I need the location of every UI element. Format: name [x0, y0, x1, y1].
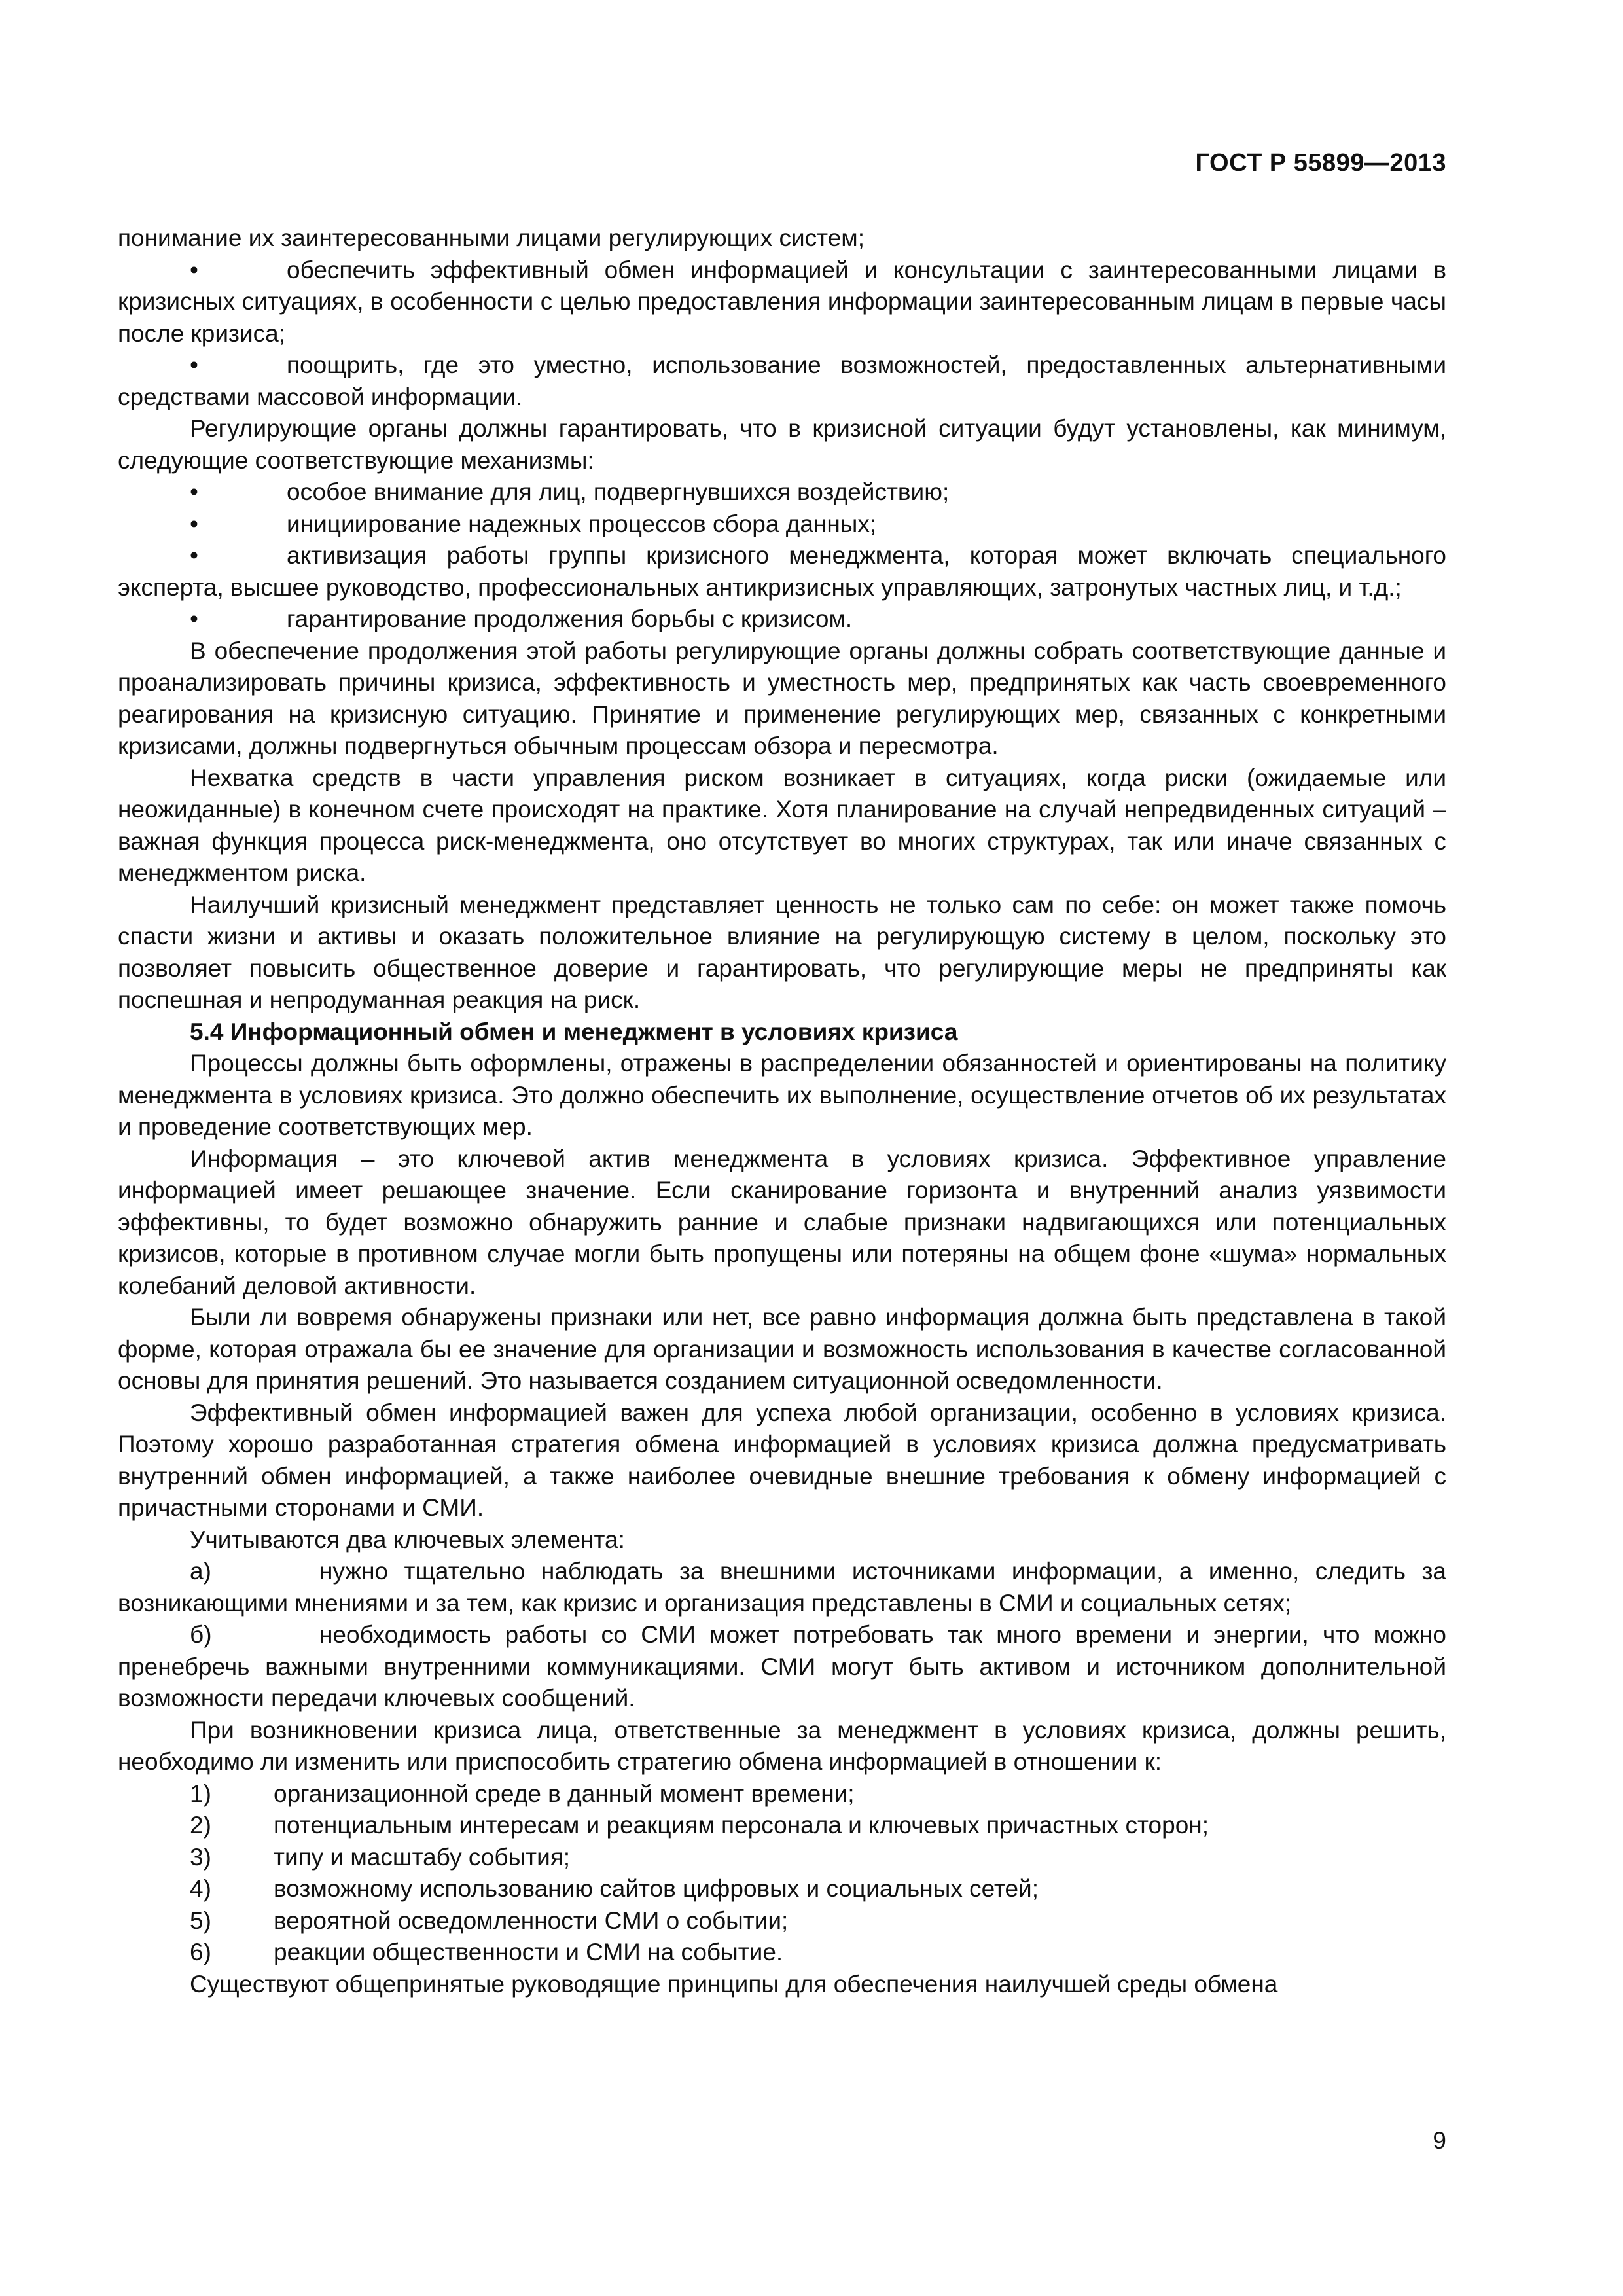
list-item-text: нужно тщательно наблюдать за внешними источниками информации, а именно, следить за возникающими мнениями и за тем, как кризис и организация представлены в СМИ и социальных сетях; [118, 1558, 1446, 1617]
paragraph [118, 636, 1446, 762]
bullet-marker: • [190, 478, 198, 505]
bullet-item [118, 476, 1446, 509]
paragraph [118, 1715, 1446, 1778]
paragraph [118, 413, 1446, 476]
paragraph-text: Наилучший кризисный менеджмент представляет ценность не только сам по себе: он может также помочь спасти жизни и активы и оказать положительное влияние на регулирующую систему в целом, поскольку это позволяет повысить общественное доверие и гарантировать, что регулирующие меры не предприняты как поспешная и непродуманная реакция на риск. [118, 891, 1446, 1013]
page-number: 9 [1433, 2127, 1446, 2154]
bullet-item [118, 540, 1446, 603]
section-heading: 5.4 Информационный обмен и менеджмент в условиях кризиса [190, 1018, 958, 1045]
paragraph-text: Были ли вовремя обнаружены признаки или нет, все равно информация должна быть представлена в такой форме, которая отражала бы ее значение для организации и возможность использования в качестве согласованной основы для принятия решений. Это называется созданием ситуационной осведомленности. [118, 1304, 1446, 1394]
list-item [118, 1778, 1446, 1810]
paragraph [118, 1524, 1446, 1556]
list-item [118, 1873, 1446, 1905]
list-item [118, 1905, 1446, 1937]
list-marker: 4) [190, 1875, 211, 1902]
bullet-item [118, 603, 1446, 636]
list-item [118, 1937, 1446, 1969]
bullet-marker: • [190, 510, 198, 537]
list-item-text: необходимость работы со СМИ может потребовать так много времени и энергии, что можно пренебречь важными внутренними коммуникациями. СМИ могут быть активом и источником дополнительной возможности передачи ключевых сообщений. [118, 1621, 1446, 1712]
list-item [118, 1556, 1446, 1619]
list-item-text: особое внимание для лиц, подвергнувшихся воздействию; [287, 478, 950, 505]
list-marker: 2) [190, 1812, 211, 1839]
paragraph-text: Информация – это ключевой актив менеджмента в условиях кризиса. Эффективное управление информацией имеет решающее значение. Если сканирование горизонта и внутренний анализ уязвимости эффективны, то будет возможно обнаружить ранние и слабые признаки надвигающихся или потенциальных кризисов, которые в противном случае могли быть пропущены или потеряны на общем фоне «шума» нормальных колебаний деловой активности. [118, 1145, 1446, 1299]
list-item [118, 1842, 1446, 1874]
document-header: ГОСТ Р 55899—2013 [1195, 149, 1446, 177]
paragraph [118, 223, 1446, 255]
paragraph [118, 1969, 1446, 2001]
paragraph-text: В обеспечение продолжения этой работы регулирующие органы должны собрать соответствующие данные и проанализировать причины кризиса, эффективность и уместность мер, предпринятых как часть своевременного реагирования на кризисную ситуацию. Принятие и применение регулирующих мер, связанных с конкретными кризисами, должны подвергнуться обычным процессам обзора и пересмотра. [118, 637, 1446, 759]
list-item-text: инициирование надежных процессов сбора данных; [287, 510, 877, 537]
list-marker: 1) [190, 1780, 211, 1807]
paragraph [118, 762, 1446, 889]
bullet-item [118, 350, 1446, 413]
list-item-text: потенциальным интересам и реакциям персонала и ключевых причастных сторон; [274, 1812, 1209, 1839]
bullet-item [118, 509, 1446, 541]
list-marker: 5) [190, 1907, 211, 1934]
list-item-text: реакции общественности и СМИ на событие. [274, 1939, 783, 1965]
bullet-marker: • [190, 605, 198, 632]
list-item-text: активизация работы группы кризисного менеджмента, которая может включать специального эксперта, высшее руководство, профессиональных антикризисных управляющих, затронутых частных лиц, и т.д.; [118, 542, 1446, 601]
paragraph [118, 1302, 1446, 1397]
list-item-text: типу и масштабу события; [274, 1843, 571, 1871]
paragraph-text: При возникновении кризиса лица, ответственные за менеджмент в условиях кризиса, должны решить, необходимо ли изменить или приспособить стратегию обмена информацией в отношении к: [118, 1716, 1446, 1775]
list-marker: а) [190, 1558, 211, 1585]
document-body [118, 223, 1446, 2000]
bullet-marker: • [190, 256, 198, 283]
list-item-text: возможному использованию сайтов цифровых и социальных сетей; [274, 1875, 1039, 1902]
paragraph [118, 889, 1446, 1016]
bullet-marker: • [190, 542, 198, 569]
paragraph-text: Эффективный обмен информацией важен для успеха любой организации, особенно в условиях кризиса. Поэтому хорошо разработанная стратегия обмена информацией в условиях кризиса должна предусматривать внутренний обмен информацией, а также наиболее очевидные внешние требования к обмену информацией с причастными сторонами и СМИ. [118, 1399, 1446, 1521]
paragraph [118, 1143, 1446, 1302]
paragraph-text: Нехватка средств в части управления риском возникает в ситуациях, когда риски (ожидаемые или неожиданные) в конечном счете происходят на практике. Хотя планирование на случай непредвиденных ситуаций – важная функция процесса риск-менеджмента, оно отсутствует во многих структурах, так или иначе связанных с менеджментом риска. [118, 764, 1446, 886]
list-marker: б) [190, 1621, 212, 1648]
paragraph-text: Учитываются два ключевых элемента: [190, 1526, 625, 1553]
list-item-text: вероятной осведомленности СМИ о событии; [274, 1907, 789, 1934]
paragraph-text: Процессы должны быть оформлены, отражены в распределении обязанностей и ориентированы на политику менеджмента в условиях кризиса. Это должно обеспечить их выполнение, осуществление отчетов об их результатах и проведение соответствующих мер. [118, 1050, 1446, 1140]
list-marker: 6) [190, 1939, 211, 1965]
list-item-text: поощрить, где это уместно, использование возможностей, предоставленных альтернативными средствами массовой информации. [118, 351, 1446, 410]
paragraph [118, 1048, 1446, 1143]
bullet-item [118, 255, 1446, 350]
list-marker: 3) [190, 1843, 211, 1871]
paragraph [118, 1397, 1446, 1524]
list-item [118, 1810, 1446, 1842]
list-item-text: обеспечить эффективный обмен информацией и консультации с заинтересованными лицами в кризисных ситуациях, в особенности с целью предоставления информации заинтересованным лицам в первые часы после кризиса; [118, 256, 1446, 347]
paragraph-text: Регулирующие органы должны гарантировать, что в кризисной ситуации будут установлены, как минимум, следующие соответствующие механизмы: [118, 415, 1446, 474]
paragraph-text: понимание их заинтересованными лицами регулирующих систем; [118, 224, 865, 251]
paragraph-text: Существуют общепринятые руководящие принципы для обеспечения наилучшей среды обмена [190, 1970, 1278, 1998]
list-item-text: гарантирование продолжения борьбы с кризисом. [287, 605, 853, 632]
bullet-marker: • [190, 351, 198, 378]
list-item-text: организационной среде в данный момент времени; [274, 1780, 855, 1807]
list-item [118, 1619, 1446, 1715]
